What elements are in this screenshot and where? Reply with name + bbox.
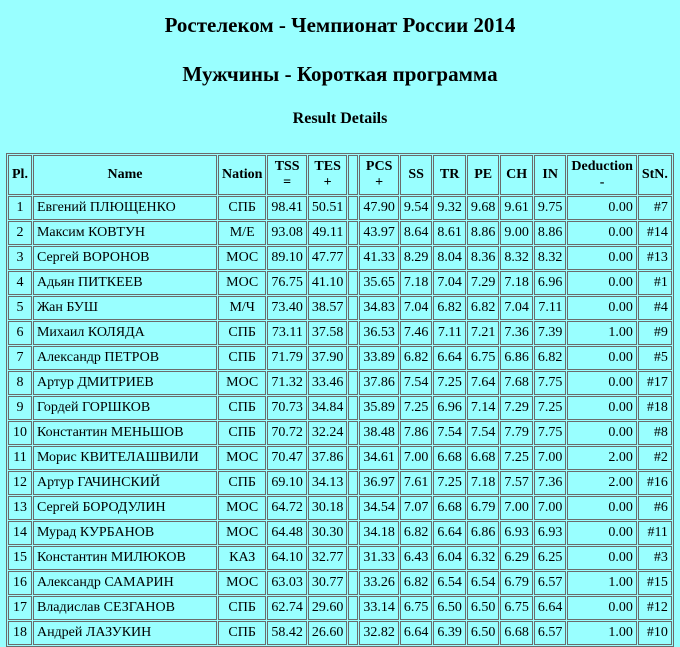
cell-tss: 64.48: [267, 521, 307, 545]
cell-name: Максим КОВТУН: [33, 221, 217, 245]
cell-tr: 8.04: [433, 246, 466, 270]
cell-ss: 7.07: [400, 496, 433, 520]
cell-ch: 7.57: [500, 471, 533, 495]
cell-pcs: 35.65: [359, 271, 399, 295]
cell-tss: 73.11: [267, 321, 307, 345]
cell-ss: 7.61: [400, 471, 433, 495]
cell-nation: МОС: [218, 271, 266, 295]
cell-pe: 6.50: [467, 596, 500, 620]
cell-pl: 3: [8, 246, 32, 270]
col-ch: CH: [500, 155, 533, 195]
cell-ss: 7.86: [400, 421, 433, 445]
col-stn: StN.: [638, 155, 672, 195]
cell-pe: 6.68: [467, 446, 500, 470]
cell-ch: 6.79: [500, 571, 533, 595]
table-row: [8, 471, 672, 495]
cell-ded: 0.00: [567, 396, 636, 420]
cell-in: 6.25: [534, 546, 567, 570]
table-row: [8, 321, 672, 345]
table-row: [8, 596, 672, 620]
cell-tr: 7.25: [433, 471, 466, 495]
cell-pe: 9.68: [467, 196, 500, 220]
cell-spacer: [348, 271, 358, 295]
cell-pl: 17: [8, 596, 32, 620]
cell-in: 9.75: [534, 196, 567, 220]
cell-pcs: 33.89: [359, 346, 399, 370]
cell-ded: 1.00: [567, 621, 636, 645]
cell-tr: 6.54: [433, 571, 466, 595]
cell-name: Владислав СЕЗГАНОВ: [33, 596, 217, 620]
cell-tes: 30.18: [308, 496, 348, 520]
cell-spacer: [348, 321, 358, 345]
cell-nation: МОС: [218, 571, 266, 595]
cell-in: 8.32: [534, 246, 567, 270]
cell-name: Александр САМАРИН: [33, 571, 217, 595]
cell-tss: 70.73: [267, 396, 307, 420]
cell-pl: 5: [8, 296, 32, 320]
cell-pcs: 41.33: [359, 246, 399, 270]
cell-pcs: 35.89: [359, 396, 399, 420]
col-nation: Nation: [218, 155, 266, 195]
cell-tes: 50.51: [308, 196, 348, 220]
cell-ded: 0.00: [567, 296, 636, 320]
cell-ch: 6.75: [500, 596, 533, 620]
table-row: [8, 621, 672, 645]
cell-name: Жан БУШ: [33, 296, 217, 320]
cell-pcs: 33.14: [359, 596, 399, 620]
cell-ss: 8.29: [400, 246, 433, 270]
cell-nation: СПБ: [218, 421, 266, 445]
cell-spacer: [348, 571, 358, 595]
cell-name: Константин МЕНЬШОВ: [33, 421, 217, 445]
cell-in: 7.11: [534, 296, 567, 320]
cell-ch: 7.36: [500, 321, 533, 345]
col-in: IN: [534, 155, 567, 195]
cell-ch: 6.68: [500, 621, 533, 645]
cell-tss: 71.79: [267, 346, 307, 370]
cell-in: 6.93: [534, 521, 567, 545]
cell-name: Артур ГАЧИНСКИЙ: [33, 471, 217, 495]
cell-ded: 2.00: [567, 471, 636, 495]
cell-ss: 6.64: [400, 621, 433, 645]
cell-ss: 7.46: [400, 321, 433, 345]
cell-pl: 6: [8, 321, 32, 345]
cell-name: Константин МИЛЮКОВ: [33, 546, 217, 570]
cell-spacer: [348, 296, 358, 320]
col-tss: [267, 155, 307, 195]
cell-pcs: 43.97: [359, 221, 399, 245]
cell-tss: 64.72: [267, 496, 307, 520]
cell-pl: 8: [8, 371, 32, 395]
cell-in: 8.86: [534, 221, 567, 245]
cell-pl: 9: [8, 396, 32, 420]
col-ss: SS: [400, 155, 433, 195]
cell-stn: #2: [638, 446, 672, 470]
cell-spacer: [348, 396, 358, 420]
cell-pe: 7.18: [467, 471, 500, 495]
cell-ded: 1.00: [567, 571, 636, 595]
cell-stn: #3: [638, 546, 672, 570]
cell-ss: 6.82: [400, 571, 433, 595]
table-row: [8, 521, 672, 545]
page-title: Ростелеком - Чемпионат России 2014: [164, 13, 516, 37]
table-row: [8, 396, 672, 420]
cell-ss: 6.75: [400, 596, 433, 620]
cell-nation: М/Ч: [218, 296, 266, 320]
cell-pe: 6.50: [467, 621, 500, 645]
cell-stn: #10: [638, 621, 672, 645]
cell-in: 7.00: [534, 496, 567, 520]
cell-pe: 7.29: [467, 271, 500, 295]
cell-tes: 26.60: [308, 621, 348, 645]
cell-ded: 1.00: [567, 321, 636, 345]
cell-pl: 15: [8, 546, 32, 570]
cell-ch: 9.00: [500, 221, 533, 245]
cell-name: Сергей БОРОДУЛИН: [33, 496, 217, 520]
cell-name: Михаил КОЛЯДА: [33, 321, 217, 345]
cell-stn: #17: [638, 371, 672, 395]
cell-pe: 6.75: [467, 346, 500, 370]
cell-nation: СПБ: [218, 396, 266, 420]
cell-stn: #4: [638, 296, 672, 320]
col-tes-label: TES: [314, 159, 341, 174]
cell-tss: 76.75: [267, 271, 307, 295]
cell-ch: 7.79: [500, 421, 533, 445]
cell-tes: 37.86: [308, 446, 348, 470]
cell-tr: 7.25: [433, 371, 466, 395]
cell-stn: #18: [638, 396, 672, 420]
cell-ss: 6.43: [400, 546, 433, 570]
cell-ded: 0.00: [567, 546, 636, 570]
cell-ded: 0.00: [567, 246, 636, 270]
col-deduction-label: Deduction: [571, 159, 633, 174]
results-table: [6, 153, 674, 647]
cell-pl: 14: [8, 521, 32, 545]
cell-tss: 93.08: [267, 221, 307, 245]
cell-pe: 6.79: [467, 496, 500, 520]
cell-tss: 58.42: [267, 621, 307, 645]
cell-pe: 7.21: [467, 321, 500, 345]
cell-ded: 0.00: [567, 196, 636, 220]
cell-nation: КАЗ: [218, 546, 266, 570]
cell-tes: 38.57: [308, 296, 348, 320]
cell-ss: 7.18: [400, 271, 433, 295]
cell-pcs: 34.54: [359, 496, 399, 520]
cell-ch: 6.29: [500, 546, 533, 570]
cell-tr: 6.04: [433, 546, 466, 570]
cell-pcs: 31.33: [359, 546, 399, 570]
table-row: [8, 271, 672, 295]
col-tr: TR: [433, 155, 466, 195]
cell-ss: 7.54: [400, 371, 433, 395]
cell-ss: 9.54: [400, 196, 433, 220]
cell-tr: 6.96: [433, 396, 466, 420]
cell-tes: 29.60: [308, 596, 348, 620]
cell-pl: 18: [8, 621, 32, 645]
cell-in: 7.00: [534, 446, 567, 470]
cell-tes: 30.77: [308, 571, 348, 595]
cell-pl: 1: [8, 196, 32, 220]
cell-nation: МОС: [218, 246, 266, 270]
cell-spacer: [348, 346, 358, 370]
cell-tes: 34.84: [308, 396, 348, 420]
cell-tss: 70.72: [267, 421, 307, 445]
col-pcs-sign: +: [375, 175, 384, 190]
cell-pl: 13: [8, 496, 32, 520]
cell-ss: 6.82: [400, 521, 433, 545]
cell-ch: 9.61: [500, 196, 533, 220]
cell-ded: 2.00: [567, 446, 636, 470]
section-title: Result Details: [292, 110, 388, 127]
table-row: [8, 196, 672, 220]
cell-nation: СПБ: [218, 471, 266, 495]
cell-tes: 37.58: [308, 321, 348, 345]
col-deduction-sign: -: [599, 175, 605, 190]
cell-ded: 0.00: [567, 421, 636, 445]
cell-name: Морис КВИТЕЛАШВИЛИ: [33, 446, 217, 470]
cell-pcs: 32.82: [359, 621, 399, 645]
cell-tss: 69.10: [267, 471, 307, 495]
cell-pl: 2: [8, 221, 32, 245]
cell-pcs: 34.61: [359, 446, 399, 470]
cell-pl: 12: [8, 471, 32, 495]
col-tes: [308, 155, 348, 195]
cell-ch: 7.68: [500, 371, 533, 395]
col-pcs: [359, 155, 399, 195]
col-pl: Pl.: [8, 155, 32, 195]
cell-in: 6.64: [534, 596, 567, 620]
table-row: [8, 546, 672, 570]
cell-ch: 7.00: [500, 496, 533, 520]
cell-in: 7.39: [534, 321, 567, 345]
cell-pe: 7.64: [467, 371, 500, 395]
cell-pe: 8.36: [467, 246, 500, 270]
cell-spacer: [348, 371, 358, 395]
col-tes-sign: +: [323, 175, 332, 190]
cell-ded: 0.00: [567, 346, 636, 370]
table-row: [8, 421, 672, 445]
cell-tss: 62.74: [267, 596, 307, 620]
cell-pe: 6.86: [467, 521, 500, 545]
table-row: [8, 496, 672, 520]
cell-tr: 9.32: [433, 196, 466, 220]
cell-nation: СПБ: [218, 346, 266, 370]
cell-stn: #1: [638, 271, 672, 295]
cell-in: 6.96: [534, 271, 567, 295]
cell-tss: 64.10: [267, 546, 307, 570]
cell-spacer: [348, 421, 358, 445]
page-subtitle: Мужчины - Короткая программа: [182, 62, 498, 86]
table-row: [8, 296, 672, 320]
cell-nation: МОС: [218, 446, 266, 470]
col-pe: PE: [467, 155, 500, 195]
cell-name: Адьян ПИТКЕЕВ: [33, 271, 217, 295]
cell-in: 7.75: [534, 371, 567, 395]
table-row: [8, 221, 672, 245]
cell-tes: 49.11: [308, 221, 348, 245]
cell-tss: 89.10: [267, 246, 307, 270]
cell-pl: 7: [8, 346, 32, 370]
cell-nation: М/Е: [218, 221, 266, 245]
cell-tes: 33.46: [308, 371, 348, 395]
col-name: Name: [33, 155, 217, 195]
cell-nation: МОС: [218, 496, 266, 520]
cell-ded: 0.00: [567, 221, 636, 245]
cell-tes: 32.77: [308, 546, 348, 570]
cell-pcs: 36.53: [359, 321, 399, 345]
cell-tr: 7.11: [433, 321, 466, 345]
cell-tss: 70.47: [267, 446, 307, 470]
cell-nation: СПБ: [218, 321, 266, 345]
cell-pe: 6.54: [467, 571, 500, 595]
cell-pl: 10: [8, 421, 32, 445]
cell-ded: 0.00: [567, 596, 636, 620]
cell-tss: 73.40: [267, 296, 307, 320]
cell-ss: 7.04: [400, 296, 433, 320]
cell-in: 6.57: [534, 621, 567, 645]
col-tss-sign: =: [283, 175, 292, 190]
cell-pe: 6.82: [467, 296, 500, 320]
cell-ded: 0.00: [567, 371, 636, 395]
cell-pcs: 34.18: [359, 521, 399, 545]
cell-pl: 16: [8, 571, 32, 595]
cell-tes: 47.77: [308, 246, 348, 270]
cell-stn: #16: [638, 471, 672, 495]
cell-ch: 7.25: [500, 446, 533, 470]
cell-stn: #9: [638, 321, 672, 345]
cell-in: 7.36: [534, 471, 567, 495]
table-row: [8, 446, 672, 470]
cell-pcs: 33.26: [359, 571, 399, 595]
cell-tr: 6.64: [433, 346, 466, 370]
cell-pe: 7.54: [467, 421, 500, 445]
table-header: [8, 155, 672, 195]
cell-tr: 6.39: [433, 621, 466, 645]
cell-pcs: 34.83: [359, 296, 399, 320]
cell-in: 6.82: [534, 346, 567, 370]
cell-ch: 6.86: [500, 346, 533, 370]
cell-in: 7.25: [534, 396, 567, 420]
cell-pcs: 36.97: [359, 471, 399, 495]
cell-stn: #13: [638, 246, 672, 270]
cell-stn: #6: [638, 496, 672, 520]
cell-tr: 6.82: [433, 296, 466, 320]
cell-name: Александр ПЕТРОВ: [33, 346, 217, 370]
cell-pe: 8.86: [467, 221, 500, 245]
cell-ch: 8.32: [500, 246, 533, 270]
cell-ded: 0.00: [567, 271, 636, 295]
cell-in: 6.57: [534, 571, 567, 595]
cell-spacer: [348, 446, 358, 470]
cell-spacer: [348, 246, 358, 270]
cell-spacer: [348, 521, 358, 545]
cell-pe: 7.14: [467, 396, 500, 420]
cell-tr: 7.04: [433, 271, 466, 295]
cell-tss: 98.41: [267, 196, 307, 220]
cell-name: Евгений ПЛЮЩЕНКО: [33, 196, 217, 220]
cell-spacer: [348, 596, 358, 620]
cell-stn: #5: [638, 346, 672, 370]
cell-name: Андрей ЛАЗУКИН: [33, 621, 217, 645]
cell-stn: #12: [638, 596, 672, 620]
cell-nation: СПБ: [218, 596, 266, 620]
cell-nation: МОС: [218, 371, 266, 395]
col-pcs-label: PCS: [365, 159, 393, 174]
table-body: [8, 196, 672, 645]
cell-name: Артур ДМИТРИЕВ: [33, 371, 217, 395]
cell-name: Мурад КУРБАНОВ: [33, 521, 217, 545]
cell-ch: 7.04: [500, 296, 533, 320]
cell-stn: #8: [638, 421, 672, 445]
cell-tr: 6.50: [433, 596, 466, 620]
cell-spacer: [348, 496, 358, 520]
cell-stn: #7: [638, 196, 672, 220]
cell-spacer: [348, 196, 358, 220]
cell-ch: 6.93: [500, 521, 533, 545]
cell-pl: 4: [8, 271, 32, 295]
cell-spacer: [348, 621, 358, 645]
col-tss-label: TSS: [274, 159, 300, 174]
cell-ss: 7.25: [400, 396, 433, 420]
cell-ch: 7.18: [500, 271, 533, 295]
cell-ss: 6.82: [400, 346, 433, 370]
cell-spacer: [348, 471, 358, 495]
cell-tes: 41.10: [308, 271, 348, 295]
cell-tes: 37.90: [308, 346, 348, 370]
cell-spacer: [348, 221, 358, 245]
cell-stn: #11: [638, 521, 672, 545]
cell-tr: 7.54: [433, 421, 466, 445]
cell-tss: 71.32: [267, 371, 307, 395]
cell-ded: 0.00: [567, 521, 636, 545]
cell-nation: СПБ: [218, 196, 266, 220]
col-deduction: [567, 155, 636, 195]
cell-ss: 8.64: [400, 221, 433, 245]
cell-ss: 7.00: [400, 446, 433, 470]
cell-stn: #14: [638, 221, 672, 245]
cell-tes: 32.24: [308, 421, 348, 445]
cell-nation: СПБ: [218, 621, 266, 645]
cell-in: 7.75: [534, 421, 567, 445]
cell-name: Сергей ВОРОНОВ: [33, 246, 217, 270]
header-row: [8, 155, 672, 195]
table-row: [8, 571, 672, 595]
cell-tr: 6.68: [433, 496, 466, 520]
cell-tr: 6.68: [433, 446, 466, 470]
cell-tes: 34.13: [308, 471, 348, 495]
cell-ch: 7.29: [500, 396, 533, 420]
cell-ded: 0.00: [567, 496, 636, 520]
cell-pl: 11: [8, 446, 32, 470]
table-row: [8, 346, 672, 370]
cell-tr: 8.61: [433, 221, 466, 245]
table-row: [8, 246, 672, 270]
cell-pcs: 47.90: [359, 196, 399, 220]
cell-tr: 6.64: [433, 521, 466, 545]
cell-pe: 6.32: [467, 546, 500, 570]
cell-nation: МОС: [218, 521, 266, 545]
cell-spacer: [348, 546, 358, 570]
col-spacer: [348, 155, 358, 195]
cell-name: Гордей ГОРШКОВ: [33, 396, 217, 420]
cell-stn: #15: [638, 571, 672, 595]
cell-tss: 63.03: [267, 571, 307, 595]
cell-pcs: 37.86: [359, 371, 399, 395]
cell-pcs: 38.48: [359, 421, 399, 445]
table-row: [8, 371, 672, 395]
cell-tes: 30.30: [308, 521, 348, 545]
